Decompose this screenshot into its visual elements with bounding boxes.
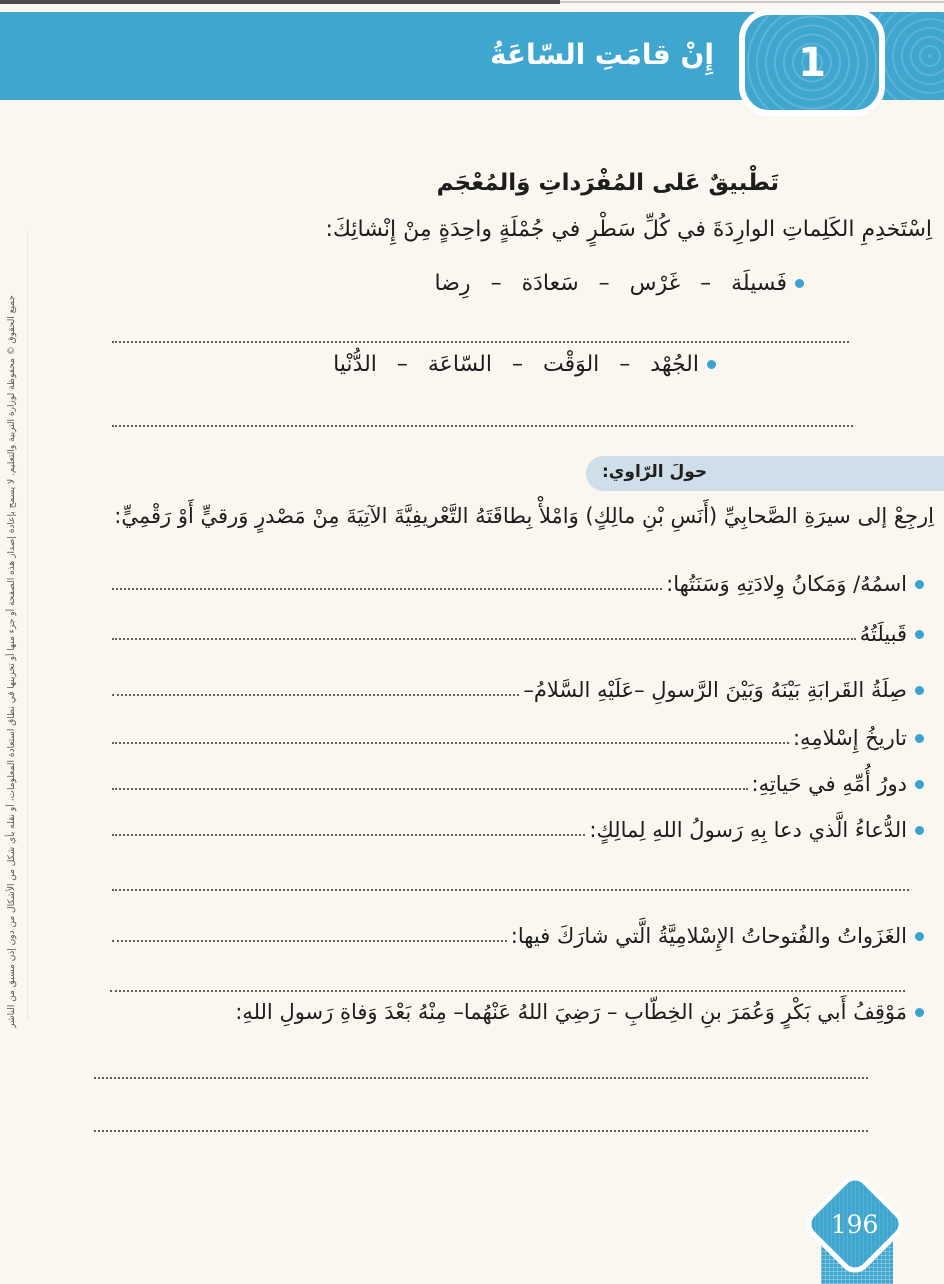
- dash-separator: –: [511, 352, 523, 377]
- dash-separator: –: [490, 271, 502, 296]
- answer-line: [112, 742, 789, 744]
- bio-field-caliphs-stance: [112, 1000, 924, 1024]
- bio-field-label: الغَزَواتُ والفُتوحاتُ الإِسْلامِيَّةُ الَّتي شارَكَ فيها:: [510, 924, 907, 948]
- bullet-icon: [915, 1008, 924, 1017]
- bullet-icon: [915, 630, 924, 639]
- bullet-icon: [915, 826, 924, 835]
- bio-field-label: صِلَةُ القَرابَةِ بَيْنَهُ وَبَيْنَ الرَّسولِ –عَلَيْهِ السَّلامُ–: [523, 678, 907, 702]
- bullet-icon: [915, 932, 924, 941]
- narrator-section-heading: حولَ الرّاوي:: [602, 462, 708, 482]
- bullet-icon: [795, 279, 804, 288]
- vocab-section-heading: تَطْبيقٌ عَلى المُفْرَداتِ وَالمُعْجَم: [436, 170, 779, 196]
- vocab-word: سَعادَة: [521, 271, 579, 296]
- answer-line: [112, 889, 909, 891]
- word-list-row: [333, 352, 716, 377]
- dash-separator: –: [700, 271, 712, 296]
- bio-field-mother-role: [112, 772, 924, 796]
- bio-field-label: قَبيلَتُهُ: [859, 622, 907, 646]
- answer-line: [112, 341, 849, 343]
- answer-line: [112, 788, 748, 790]
- vocab-word: السّاعَة: [427, 352, 492, 377]
- vocab-word: الجُهْد: [650, 352, 699, 377]
- page-number-badge: [800, 1169, 910, 1279]
- page-number: 196: [831, 1209, 879, 1239]
- bio-field-label: الدُّعاءُ الَّذي دعا بِهِ رَسولُ اللهِ لِمالِكٍ:: [589, 818, 907, 842]
- vocab-instruction: اِسْتَخدِمِ الكَلِماتِ الوارِدَةَ في كُلِّ سَطْرٍ في جُمْلَةٍ واحِدَةٍ مِنْ إِنْشائِكَ:: [325, 217, 932, 242]
- lesson-number: 1: [798, 39, 826, 86]
- bullet-icon: [915, 734, 924, 743]
- vocab-word: رِضا: [434, 271, 471, 296]
- vocab-word: فَسيلَة: [731, 271, 787, 296]
- scan-edge-artifact: [560, 1, 944, 3]
- answer-line: [112, 834, 585, 836]
- answer-line: [112, 694, 519, 696]
- answer-line: [94, 1077, 868, 1079]
- narrator-section-pill: [586, 456, 944, 491]
- dash-separator: –: [619, 352, 631, 377]
- lesson-number-badge: [739, 9, 885, 116]
- bio-field-islam-date: [112, 726, 924, 750]
- answer-line: [112, 638, 856, 640]
- answer-line: [112, 425, 853, 427]
- answer-line: [112, 588, 662, 590]
- vocab-word: غَرْس: [629, 271, 681, 296]
- bio-field-kinship: [112, 678, 924, 702]
- bullet-icon: [915, 686, 924, 695]
- bullet-icon: [707, 360, 716, 369]
- bio-field-tribe: [112, 622, 924, 646]
- bio-field-label: تاريخُ إِسْلامِهِ:: [792, 726, 907, 750]
- bio-field-battles: [112, 924, 924, 948]
- scan-edge-artifact: [27, 230, 28, 1020]
- bio-field-label: دورُ أُمِّهِ في حَياتِهِ:: [751, 772, 907, 796]
- vocab-word: الدُّنْيا: [333, 352, 377, 377]
- answer-line: [110, 990, 905, 992]
- answer-line: [94, 1130, 868, 1132]
- vocab-word: الوَقْت: [542, 352, 600, 377]
- bullet-icon: [915, 780, 924, 789]
- answer-line: [112, 940, 507, 942]
- bio-field-prayer: [112, 818, 924, 842]
- bio-field-label: مَوْقِفُ أَبي بَكْرٍ وَعُمَرَ بنِ الخِطّابِ – رَضِيَ اللهُ عَنْهُما– مِنْهُ بَعْدَ وَفاةِ رَسولِ اللهِ:: [235, 1000, 907, 1024]
- word-list-row: [435, 271, 804, 296]
- bio-field-name-birth: [112, 572, 924, 596]
- dash-separator: –: [396, 352, 408, 377]
- bio-field-label: اسمُهُ/ وَمَكانُ وِلادَتِهِ وَسَنَتُها:: [666, 572, 907, 596]
- scan-edge-artifact: [0, 0, 560, 4]
- bullet-icon: [915, 580, 924, 589]
- narrator-instruction: اِرجِعْ إلى سيرَةِ الصَّحابِيِّ (أَنَسِ بْنِ مالِكٍ) وَامْلأْ بِطاقَتَهُ التَّعْريفِيَّةَ الآتِيَةَ مِنْ مَصْدرٍ وَرقيٍّ أَوْ رَقْمِيٍّ:: [114, 504, 934, 528]
- lesson-title: إِنْ قامَتِ السّاعَةُ: [489, 38, 714, 71]
- copyright-notice: جميع الحقوق © محفوظة لوزارة التربية والتعليم. لا يسمح بإعادة إصدار هذه الصفحة أو جزء منها أو تخزينها في نطاق استعادة المعلومات، أو نقله بأي شكل من الأشكال من دون إذن مسبق من الناشر: [7, 295, 17, 1028]
- dash-separator: –: [598, 271, 610, 296]
